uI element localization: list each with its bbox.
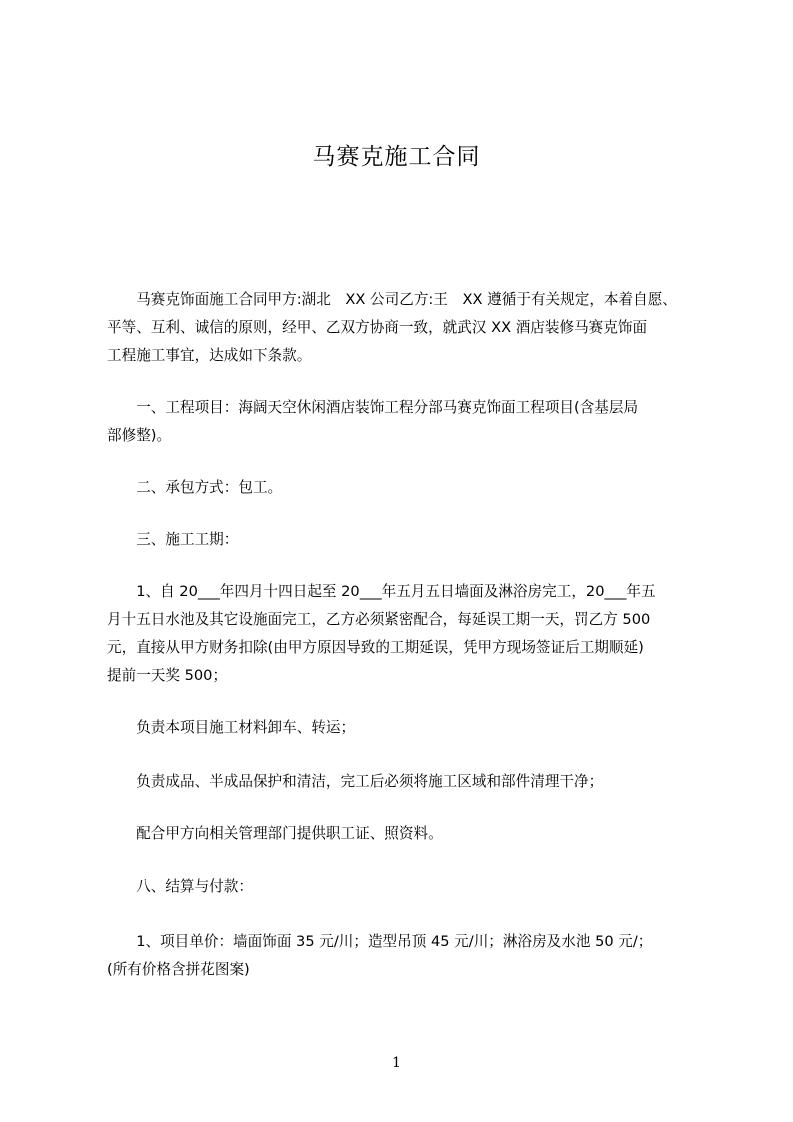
text-line: 提前一天奖 500； — [107, 667, 228, 684]
section-contract-method — [107, 474, 707, 502]
text-line: 工程施工事宜，达成如下条款。 — [107, 347, 312, 364]
section-settlement-heading — [107, 873, 707, 901]
text-line: 月十五日水池及其它设施面完工，乙方必须紧密配合，每延误工期一天，罚乙方 500 — [107, 611, 651, 628]
duty-protection — [107, 768, 707, 796]
text-line: 马赛克饰面施工合同甲方:湖北 XX 公司乙方:王 XX 遵循于有关规定，本着自愿、 — [107, 291, 677, 308]
intro-paragraph — [107, 286, 707, 370]
duty-documents — [107, 820, 707, 848]
text-line: 1、项目单价：墙面饰面 35 元/川；造型吊顶 45 元/川；淋浴房及水池 50 元/； — [107, 933, 653, 950]
text-line: 八、结算与付款： — [107, 878, 253, 895]
text-line: 平等、互利、诚信的原则，经甲、乙双方协商一致，就武汉 XX 酒店装修马赛克饰面 — [107, 319, 648, 336]
text-line: 负责本项目施工材料卸车、转运； — [107, 719, 356, 736]
section-schedule-heading — [107, 526, 707, 554]
text-line: 三、施工工期： — [107, 531, 239, 548]
page-number: 1 — [392, 1055, 401, 1071]
section-project — [107, 394, 707, 450]
text-line: 负责成品、半成品保护和清洁，完工后必须将施工区域和部件清理干净； — [107, 773, 604, 790]
document-title: 马赛克施工合同 — [312, 144, 481, 170]
duty-unloading — [107, 714, 707, 742]
text-line: 部修整)。 — [107, 427, 172, 444]
text-line: (所有价格含拼花图案) — [107, 961, 250, 978]
text-line: 配合甲方向相关管理部门提供职工证、照资料。 — [107, 825, 443, 842]
text-line: 一、工程项目：海阔天空休闲酒店装饰工程分部马赛克饰面工程项目(含基层局 — [107, 399, 639, 416]
section-unit-price — [107, 928, 707, 984]
text-line: 二、承包方式：包工。 — [107, 479, 283, 496]
section-schedule-detail — [107, 578, 707, 690]
text-line: 元，直接从甲方财务扣除(由甲方原因导致的工期延误，凭甲方现场签证后工期顺延) — [107, 639, 644, 656]
text-line: 1、自 20___年四月十四日起至 20___年五月五日墙面及淋浴房完工，20___年五 — [107, 583, 656, 600]
